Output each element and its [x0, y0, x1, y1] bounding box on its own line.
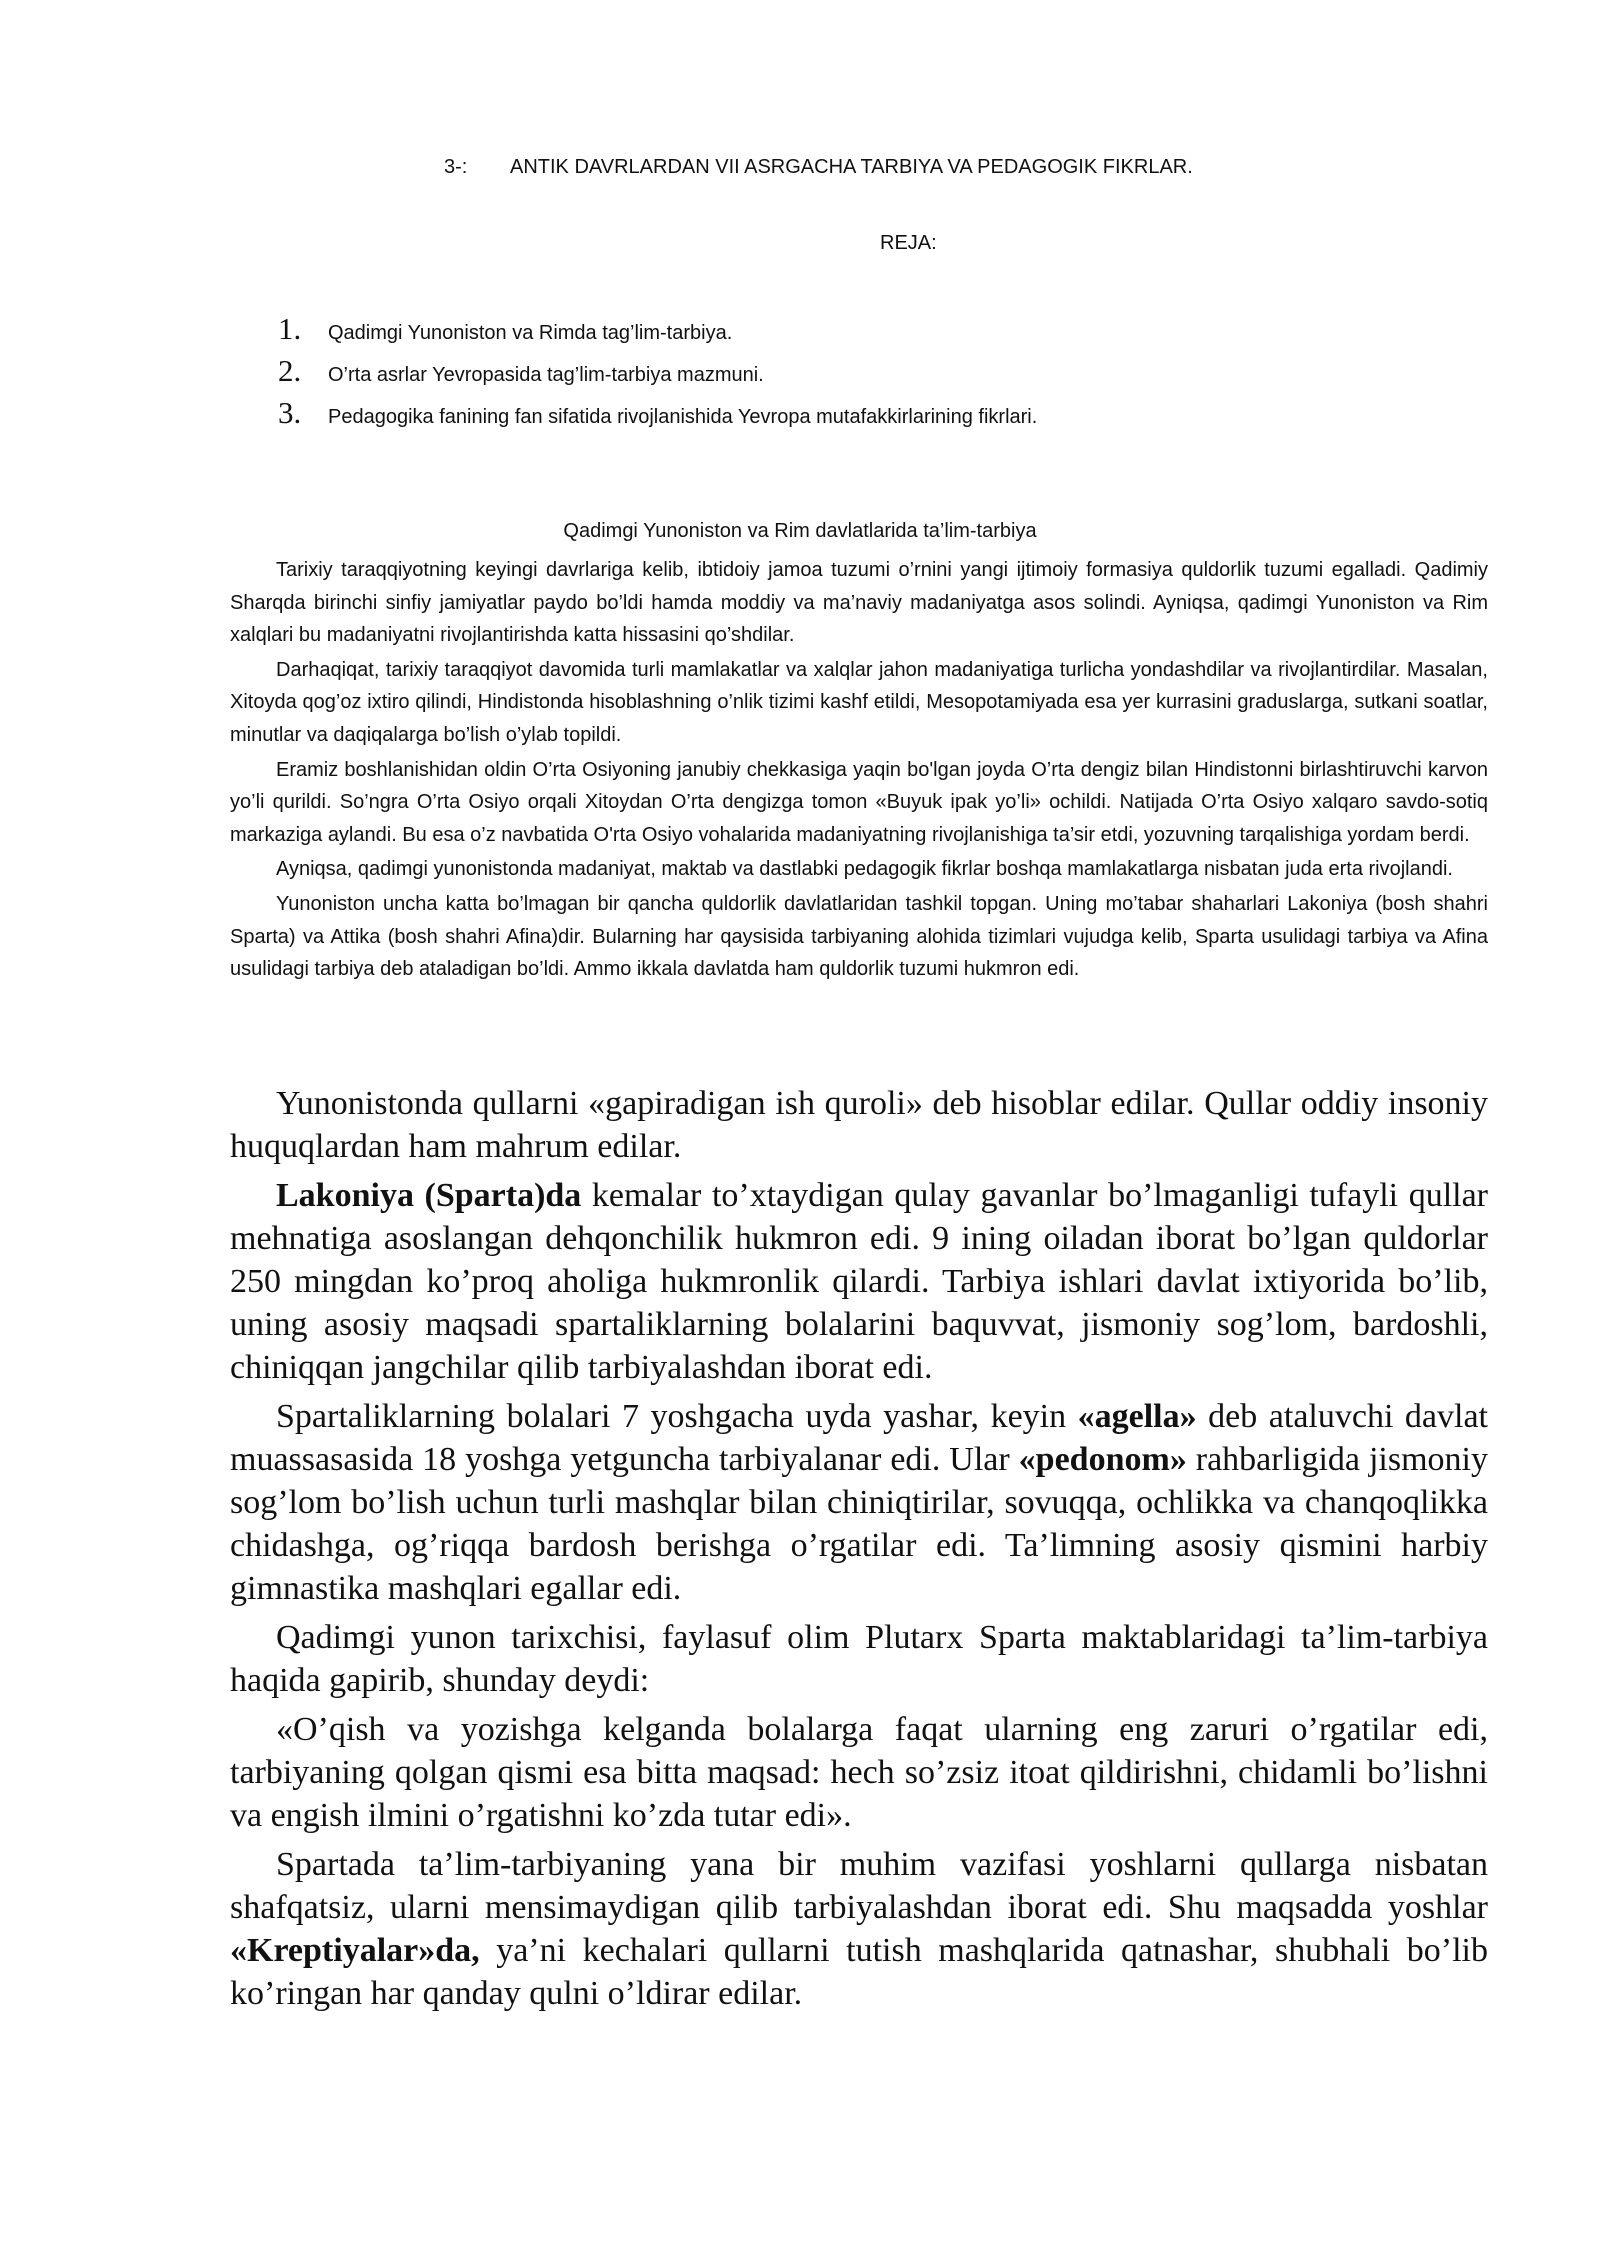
- section-subtitle: Qadimgi Yunoniston va Rim davlatlarida ta’lim-tarbiya: [563, 520, 1037, 542]
- paragraph-text: rahbarligida jismoniy sog’lom bo’lish uchun turli mashqlar bilan chiniqtirilar, sovuqqa, ochlikka va chanqoqlikka chidashga, og’riqqa bardosh berishga o’rgatilar edi. Ta’limning asosiy qismini harbiy gimnastika mashqlari egallar edi.: [230, 1441, 1488, 1607]
- bold-term: «Kreptiyalar»da,: [230, 1932, 480, 1969]
- body-paragraph: [230, 1174, 1488, 1389]
- plan-item-number: 3.: [278, 395, 302, 430]
- chapter-title: ANTIK DAVRLARDAN VII ASRGACHA TARBIYA VA PEDAGOGIK FIKRLAR.: [510, 156, 1193, 178]
- body-paragraph: Eramiz boshlanishidan oldin O’rta Osiyoning janubiy chekkasiga yaqin bo'lgan joyda O’rta dengiz bilan Hindistonni birlashtiruvchi karvon yo’li qurildi. So’ngra O’rta Osiyo orqali Xitoydan O’rta dengizga tomon «Buyuk ipak yo’li» ochildi. Natijada O’rta Osiyo xalqaro savdo-sotiq markaziga aylandi. Bu esa o’z navbatida O'rta Osiyo vohalarida madaniyatning rivojlanishiga ta’sir etdi, yozuvning tarqalishiga yordam berdi.: [230, 758, 1488, 846]
- plan-heading: REJA:: [880, 232, 937, 254]
- plan-list: [278, 308, 1037, 434]
- paragraph-text: Spartada ta’lim-tarbiyaning yana bir muhim vazifasi yoshlarni qullarga nisbatan shafqatsiz, ularni mensimaydigan qilib tarbiyalashdan iborat edi. Shu maqsadda yoshlar: [230, 1846, 1488, 1926]
- plan-item-text: O’rta asrlar Yevropasida tag’lim-tarbiya mazmuni.: [328, 364, 764, 386]
- body-paragraph: Qadimgi yunon tarixchisi, faylasuf olim Plutarx Sparta maktablaridagi ta’lim-tarbiya haqida gapirib, shunday deydi:: [230, 1619, 1488, 1699]
- plan-item-number: 1.: [278, 311, 302, 346]
- body-paragraph: Yunonistonda qullarni «gapiradigan ish quroli» deb hisoblar edilar. Qullar oddiy insoniy huquqlardan ham mahrum edilar.: [230, 1085, 1488, 1165]
- paragraph-text: deb ataluvchi davlat muassasasida 18 yoshga yetguncha tarbiyalanar edi. Ular: [230, 1398, 1488, 1478]
- body-paragraph: Yunoniston uncha katta bo’lmagan bir qancha quldorlik davlatlaridan tashkil topgan. Uning mo’tabar shaharlari Lakoniya (bosh shahri Sparta) va Attika (bosh shahri Afina)dir. Bularning har qaysisida tarbiyaning alohida tizimlari vujudga kelib, Sparta usulidagi tarbiya va Afina usulidagi tarbiya deb ataladigan bo’ldi. Ammo ikkala davlatda ham quldorlik tuzumi hukmron edi.: [230, 892, 1488, 981]
- plan-item: [278, 308, 1037, 350]
- bold-term: Lakoniya (Sparta)da: [276, 1177, 582, 1214]
- paragraph-text: Spartaliklarning bolalari 7 yoshgacha uyda yashar, keyin: [276, 1398, 1078, 1435]
- bold-term: «agella»: [1077, 1398, 1197, 1435]
- bold-term: «pedonom»: [1018, 1441, 1187, 1478]
- quote-paragraph: «O’qish va yozishga kelganda bolalarga faqat ularning eng zaruri o’rgatilar edi, tarbiyaning qolgan qismi esa bitta maqsad: hech so’zsiz itoat qildirishni, chidamli bo’lishni va engish ilmini o’rgatishni ko’zda tutar edi».: [230, 1711, 1488, 1834]
- body-paragraph: Tarixiy taraqqiyotning keyingi davrlariga kelib, ibtidoiy jamoa tuzumi o’rnini yangi ijtimoiy formasiya quldorlik tuzumi egalladi. Qadimiy Sharqda birinchi sinfiy jamiyatlar paydo bo’ldi hamda moddiy va ma’naviy madaniyatga asos solindi. Ayniqsa, qadimgi Yunoniston va Rim xalqlari bu madaniyatni rivojlantirishda katta hissasini qo’shdilar.: [230, 559, 1488, 647]
- plan-item-number: 2.: [278, 353, 302, 388]
- plan-item-text: Qadimgi Yunoniston va Rimda tag’lim-tarbiya.: [328, 322, 733, 344]
- chapter-heading: [444, 156, 1193, 179]
- main-text-block: [230, 1082, 1488, 2021]
- body-paragraph: Ayniqsa, qadimgi yunonistonda madaniyat, maktab va dastlabki pedagogik fikrlar boshqa mamlakatlarga nisbatan juda erta rivojlandi.: [276, 858, 1453, 881]
- plan-item: [278, 350, 1037, 392]
- plan-item-text: Pedagogika fanining fan sifatida rivojlanishida Yevropa mutafakkirlarining fikrlari.: [328, 406, 1038, 428]
- chapter-number: 3-:: [444, 156, 468, 178]
- plan-item: [278, 392, 1037, 434]
- body-paragraph: Darhaqiqat, tarixiy taraqqiyot davomida turli mamlakatlar va xalqlar jahon madaniyatiga turlicha yondashdilar va rivojlantirdilar. Masalan, Xitoyda qog’oz ixtiro qilindi, Hindistonda hisoblashning o’nlik tizimi kashf etildi, Mesopotamiyada esa yer kurrasini graduslarga, sutkani soatlar, minutlar va daqiqalarga bo’lish o’ylab topildi.: [230, 658, 1488, 746]
- intro-text-block: [230, 554, 1488, 988]
- paragraph-text: ya’ni kechalari qullarni tutish mashqlarida qatnashar, shubhali bo’lib ko’ringan har qanday qulni o’ldirar edilar.: [230, 1932, 1488, 2012]
- body-paragraph: [230, 1843, 1488, 2015]
- paragraph-text: kemalar to’xtaydigan qulay gavanlar bo’lmaganligi tufayli qullar mehnatiga asoslangan dehqonchilik hukmron edi. 9 ining oiladan iborat bo’lgan quldorlar 250 mingdan ko’proq aholiga hukmronlik qilardi. Tarbiya ishlari davlat ixtiyorida bo’lib, uning asosiy maqsadi spartaliklarning bolalarini baquvvat, jismoniy sog’lom, bardoshli, chiniqqan jangchilar qilib tarbiyalashdan iborat edi.: [230, 1177, 1489, 1386]
- body-paragraph: [230, 1395, 1488, 1610]
